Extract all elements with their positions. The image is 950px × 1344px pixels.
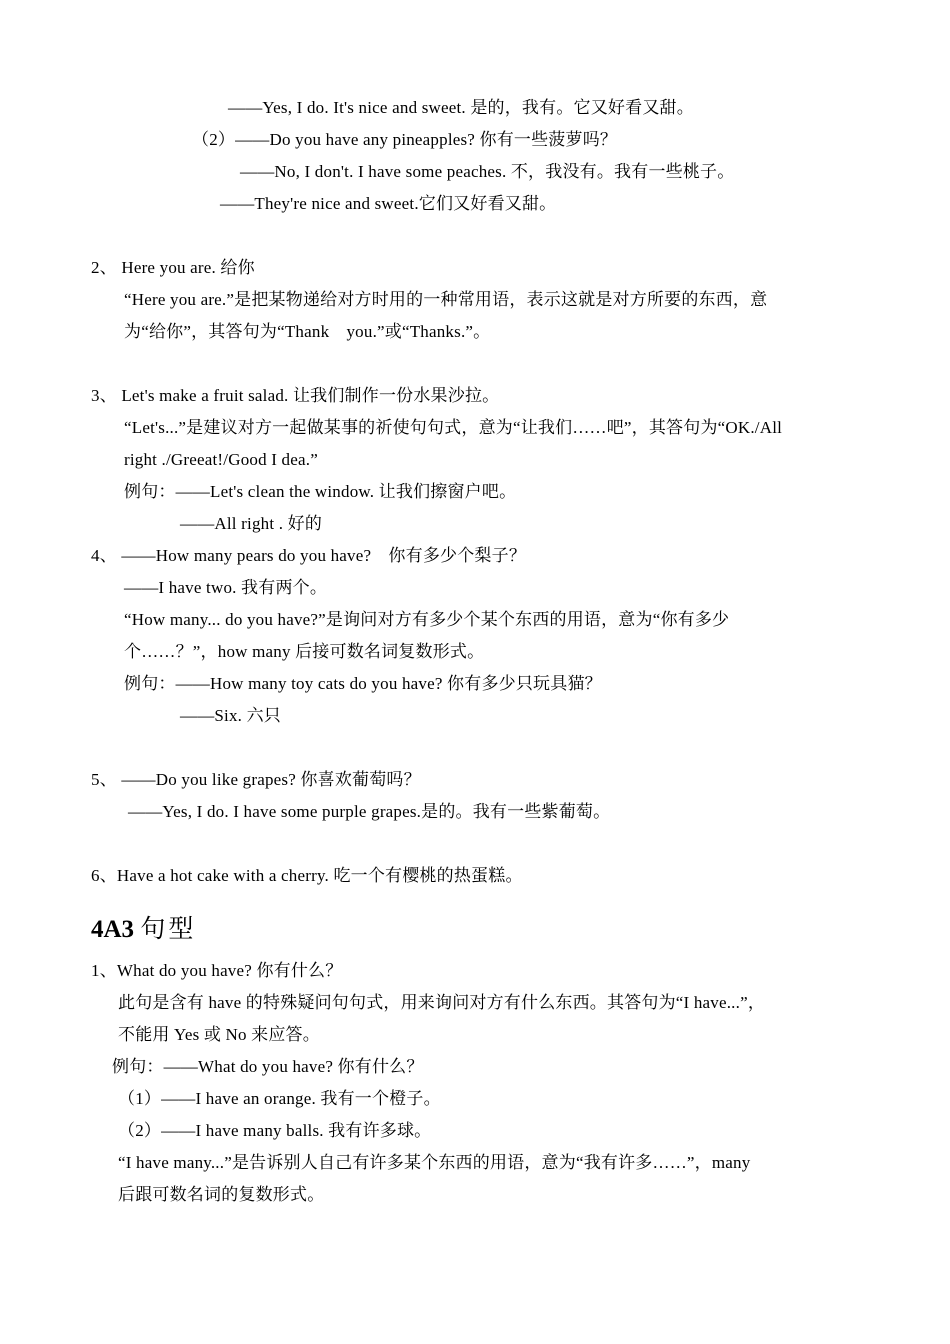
- text-line: 不能用 Yes 或 No 来应答。: [118, 1025, 320, 1044]
- text-line: ——No, I don't. I have some peaches. 不，我没有。我有一些桃子。: [240, 162, 735, 181]
- text-line: ——They're nice and sweet.它们又好看又甜。: [220, 194, 557, 213]
- section-title: 句型: [140, 916, 197, 943]
- example-line: （1）——I have an orange. 我有一个橙子。: [118, 1089, 441, 1108]
- item-4-title: 4、 ——How many pears do you have? 你有多少个梨子？: [91, 546, 527, 565]
- text-line: “Here you are.”是把某物递给对方时用的一种常用语，表示这就是对方所要的东西，意: [124, 290, 768, 309]
- example-line: 例句：——What do you have? 你有什么？: [112, 1057, 424, 1076]
- text-line: ——Yes, I do. It's nice and sweet. 是的，我有。它又好看又甜。: [228, 98, 694, 117]
- item-1-title: 1、What do you have? 你有什么？: [91, 961, 343, 980]
- section-heading: [91, 915, 196, 945]
- example-line: 例句：——How many toy cats do you have? 你有多少只玩具猫？: [124, 674, 602, 693]
- example-line: ——Six. 六只: [180, 706, 281, 725]
- example-line: 例句：——Let's clean the window. 让我们擦窗户吧。: [124, 482, 517, 501]
- text-line: 此句是含有 have 的特殊疑问句句式，用来询问对方有什么东西。其答句为“I have...”，: [118, 993, 766, 1012]
- example-line: ——All right . 好的: [180, 514, 323, 533]
- item-2-title: 2、 Here you are. 给你: [91, 258, 255, 277]
- item-3-title: 3、 Let's make a fruit salad. 让我们制作一份水果沙拉。: [91, 386, 500, 405]
- section-code: 4A3: [91, 916, 135, 943]
- text-line: ——I have two. 我有两个。: [124, 578, 328, 597]
- example-line: （2）——I have many balls. 我有许多球。: [118, 1121, 432, 1140]
- item-6-title: 6、Have a hot cake with a cherry. 吃一个有樱桃的热蛋糕。: [91, 866, 523, 885]
- text-line: “I have many...”是告诉别人自己有许多某个东西的用语，意为“我有许多……”，many: [118, 1153, 751, 1172]
- item-5-title: 5、 ——Do you like grapes? 你喜欢葡萄吗？: [91, 770, 421, 789]
- text-line: right ./Greeat!/Good I dea.”: [124, 450, 318, 469]
- text-line: 为“给你”，其答句为“Thank you.”或“Thanks.”。: [124, 322, 491, 341]
- text-line: ——Yes, I do. I have some purple grapes.是的。我有一些紫葡萄。: [128, 802, 611, 821]
- text-line: “Let's...”是建议对方一起做某事的祈使句句式，意为“让我们……吧”，其答句为“OK./All: [124, 418, 783, 437]
- text-line: 后跟可数名词的复数形式。: [118, 1185, 325, 1204]
- text-line: “How many... do you have?”是询问对方有多少个某个东西的用语，意为“你有多少: [124, 610, 730, 629]
- text-line: 个……？”，how many 后接可数名词复数形式。: [124, 642, 485, 661]
- text-line: （2）——Do you have any pineapples? 你有一些菠萝吗？: [192, 130, 618, 149]
